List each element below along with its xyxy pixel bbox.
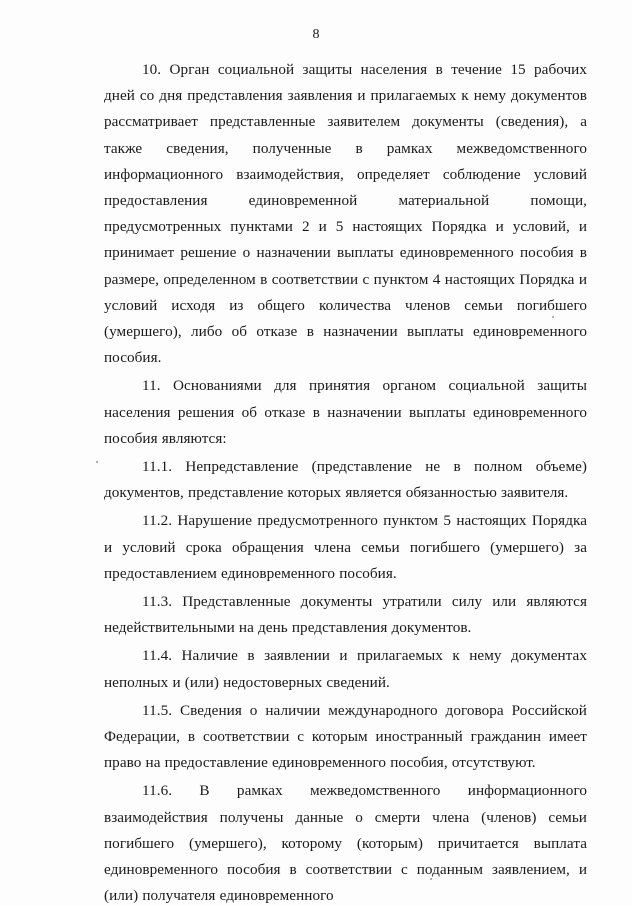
- paragraph-11-1: 11.1. Непредставление (представление не в полном объеме) документов, представление которых является обязанностью заявителя.: [104, 458, 587, 502]
- paragraph-11-4: 11.4. Наличие в заявлении и прилагаемых к нему документах неполных и (или) недостоверных сведений.: [104, 647, 587, 691]
- paragraph-11-2: 11.2. Нарушение предусмотренного пунктом 5 настоящих Порядка и условий срока обращения члена семьи погибшего (умершего) за предоставлением единовременного пособия.: [104, 512, 587, 582]
- document-body: [104, 57, 587, 910]
- paragraph-11: 11. Основаниями для принятия органом социальной защиты населения решения об отказе в назначении выплаты единовременного пособия являются:: [104, 377, 587, 447]
- scan-speck: [430, 878, 432, 880]
- paragraph-11-3: 11.3. Представленные документы утратили силу или являются недействительными на день представления документов.: [104, 593, 587, 637]
- page-number: 8: [312, 27, 320, 42]
- scan-speck: [96, 461, 98, 463]
- paragraph-10: 10. Орган социальной защиты населения в течение 15 рабочих дней со дня представления заявления и прилагаемых к нему документов рассматривает представленные заявителем документы (сведения), а также сведения, полученные в рамках межведомственного информационного взаимодействия, определяет соблюдение условий предоставления единовременной материальной помощи, предусмотренных пунктами 2 и 5 настоящих Порядка и условий, и принимает решение о назначении выплаты единовременного пособия в размере, определенном в соответствии с пунктом 4 настоящих Порядка и условий исходя из общего количества членов семьи погибшего (умершего), либо об отказе в назначении выплаты единовременного пособия.: [104, 61, 587, 367]
- paragraph-11-5: 11.5. Сведения о наличии международного договора Российской Федерации, в соответствии с которым иностранный гражданин имеет право на предоставление единовременного пособия, отсутствуют.: [104, 701, 587, 772]
- scan-speck: [552, 316, 554, 318]
- paragraph-11-6: 11.6. В рамках межведомственного информационного взаимодействия получены данные о смерти члена (членов) семьи погибшего (умершего), которому (которым) причитается выплата единовременного пособия в соответствии с поданным заявлением, и (или) получателя единовременного: [104, 782, 587, 905]
